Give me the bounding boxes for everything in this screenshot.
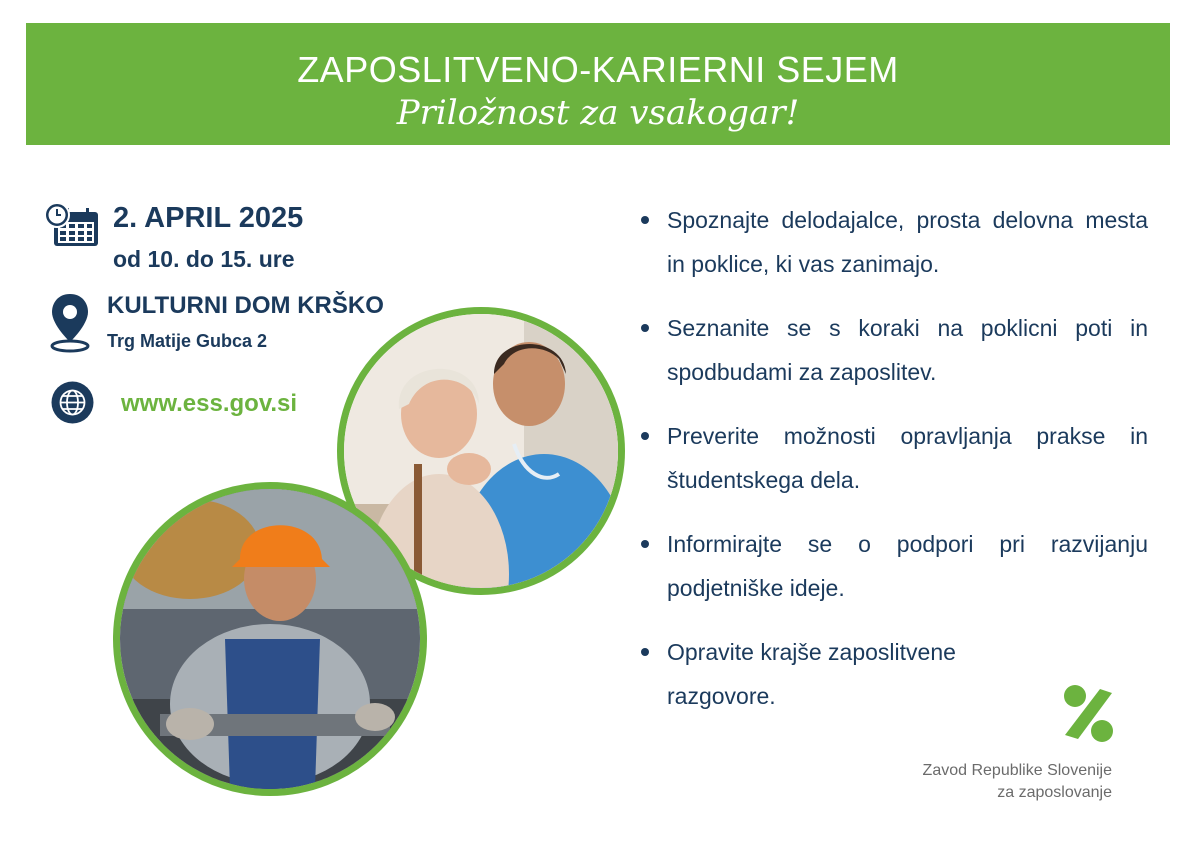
organization-name-line1: Zavod Republike Slovenije: [922, 762, 1112, 779]
list-item: Preverite možnosti opravljanja prakse in študentskega dela.: [638, 414, 1148, 502]
list-item: Spoznajte delodajalce, prosta delovna mesta in poklice, ki vas zanimajo.: [638, 198, 1148, 286]
event-hours: od 10. do 15. ure: [113, 246, 295, 272]
event-date: 2. APRIL 2025: [113, 202, 304, 234]
event-venue: KULTURNI DOM KRŠKO: [107, 292, 384, 319]
organization-name-line2: za zaposlovanje: [997, 784, 1112, 801]
list-item: Opravite krajše zaposlitvene razgovore.: [638, 630, 1047, 718]
industrial-worker-illustration: [120, 489, 420, 789]
benefits-list: [638, 198, 1148, 738]
page-subtitle: Priložnost za vsakogar!: [396, 93, 800, 133]
page-title: ZAPOSLITVENO-KARIERNI SEJEM: [297, 49, 899, 90]
event-address: Trg Matije Gubca 2: [107, 331, 268, 351]
list-item: Informirajte se o podpori pri razvijanju podjetniške ideje.: [638, 522, 1148, 610]
organization-name: [923, 760, 1112, 804]
location-pin-icon: [48, 292, 92, 354]
list-item: Seznanite se s koraki na poklicni poti in spodbudami za zaposlitev.: [638, 306, 1148, 394]
header-banner: [26, 23, 1170, 145]
globe-icon: [51, 381, 94, 424]
calendar-clock-icon: [44, 202, 100, 248]
ess-logo-icon: [1062, 683, 1114, 743]
photo-industrial-worker: [113, 482, 427, 796]
website-link[interactable]: www.ess.gov.si: [121, 390, 298, 417]
